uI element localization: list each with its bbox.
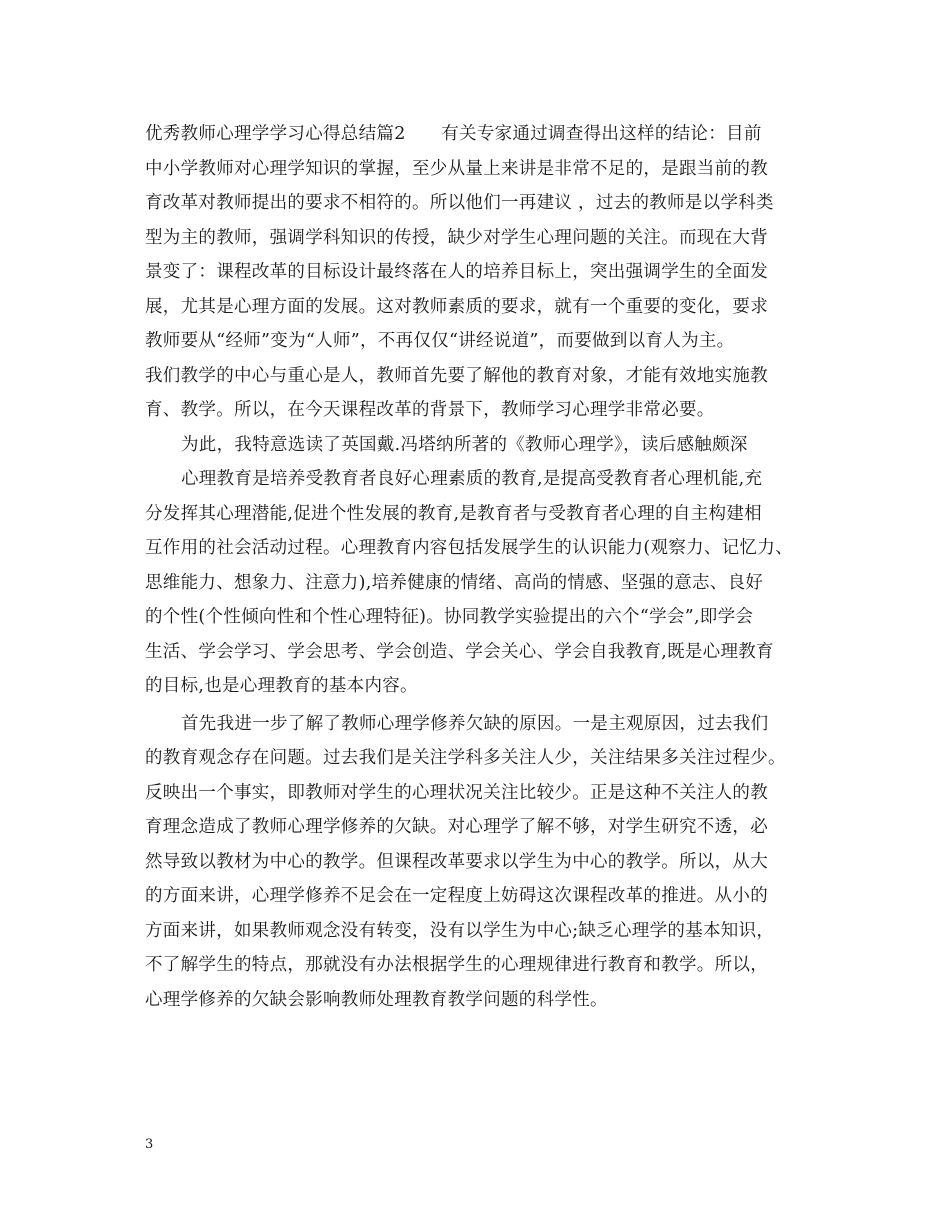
- text-line: 反映出一个事实，即教师对学生的心理状况关注比较少。正是这种不关注人的教: [145, 782, 768, 803]
- paragraph-intro: [145, 117, 825, 428]
- text-line: 心理教育是培养受教育者良好心理素质的教育,是提高受教育者心理机能,充: [181, 469, 763, 489]
- text-line: 景变了：课程改革的目标设计最终落在人的培养目标上，突出强调学生的全面发: [145, 262, 768, 282]
- text-line: 优秀教师心理学学习心得总结篇2 有关专家通过调查得出这样的结论：目前: [145, 124, 762, 144]
- text-line: 育改革对教师提出的要求不相符的。所以他们一再建议 ，过去的教师是以学科类: [145, 193, 774, 213]
- text-line: 型为主的教师，强调学科知识的传授，缺少对学生心理问题的关注。而现在大背: [145, 227, 768, 248]
- text-line: 为此，我特意选读了英国戴.冯塔纳所著的《教师心理学》，读后感触颇深: [181, 434, 748, 455]
- text-line: 的目标,也是心理教育的基本内容。: [145, 676, 418, 696]
- text-line: 育、教学。所以，在今天课程改革的背景下，教师学习心理学非常必要。: [145, 400, 715, 420]
- paragraph-reading-note: [145, 428, 825, 463]
- text-line: 互作用的社会活动过程。心理教育内容包括发展学生的认识能力(观察力、记忆力、: [145, 538, 793, 558]
- text-line: 思维能力、想象力、注意力),培养健康的情绪、高尚的情感、坚强的意志、良好: [145, 572, 764, 593]
- text-line: 的方面来讲，心理学修养不足会在一定程度上妨碍这次课程改革的推进。从小的: [145, 886, 768, 906]
- text-line: 中小学教师对心理学知识的掌握，至少从量上来讲是非常不足的，是跟当前的教: [145, 158, 768, 179]
- body-text: [145, 117, 825, 1017]
- text-line: 不了解学生的特点，那就没有办法根据学生的心理规律进行教育和教学。所以，: [145, 955, 768, 975]
- text-line: 心理学修养的欠缺会影响教师处理教育教学问题的科学性。: [145, 989, 608, 1010]
- text-line: 方面来讲，如果教师观念没有转变，没有以学生为中心;缺乏心理学的基本知识，: [145, 920, 775, 941]
- text-line: 展，尤其是心理方面的发展。这对教师素质的要求，就有一个重要的变化，要求: [145, 296, 768, 317]
- text-line: 教师要从“经师”变为“人师”，不再仅仅“讲经说道”，而要做到以育人为主。: [145, 331, 735, 351]
- text-line: 的教育观念存在问题。过去我们是关注学科多关注人少，关注结果多关注过程少。: [145, 748, 786, 768]
- text-line: 的个性(个性倾向性和个性心理特征)。协同教学实验提出的六个“学会”,即学会: [145, 607, 754, 627]
- text-line: 分发挥其心理潜能,促进个性发展的教育,是教育者与受教育者心理的自主构建相: [145, 503, 762, 524]
- text-line: 我们教学的中心与重心是人，教师首先要了解他的教育对象，才能有效地实施教: [145, 365, 768, 386]
- text-line: 首先我进一步了解了教师心理学修养欠缺的原因。一是主观原因，过去我们: [181, 713, 769, 734]
- text-line: 生活、学会学习、学会思考、学会创造、学会关心、学会自我教育,既是心理教育: [145, 641, 774, 662]
- paragraph-psych-education: [145, 462, 825, 704]
- page-number: 3: [145, 1137, 154, 1152]
- text-line: 育理念造成了教师心理学修养的欠缺。对心理学了解不够，对学生研究不透，必: [145, 817, 768, 837]
- paragraph-causes: [145, 707, 825, 1018]
- text-line: 然导致以教材为中心的教学。但课程改革要求以学生为中心的教学。所以，从大: [145, 851, 768, 872]
